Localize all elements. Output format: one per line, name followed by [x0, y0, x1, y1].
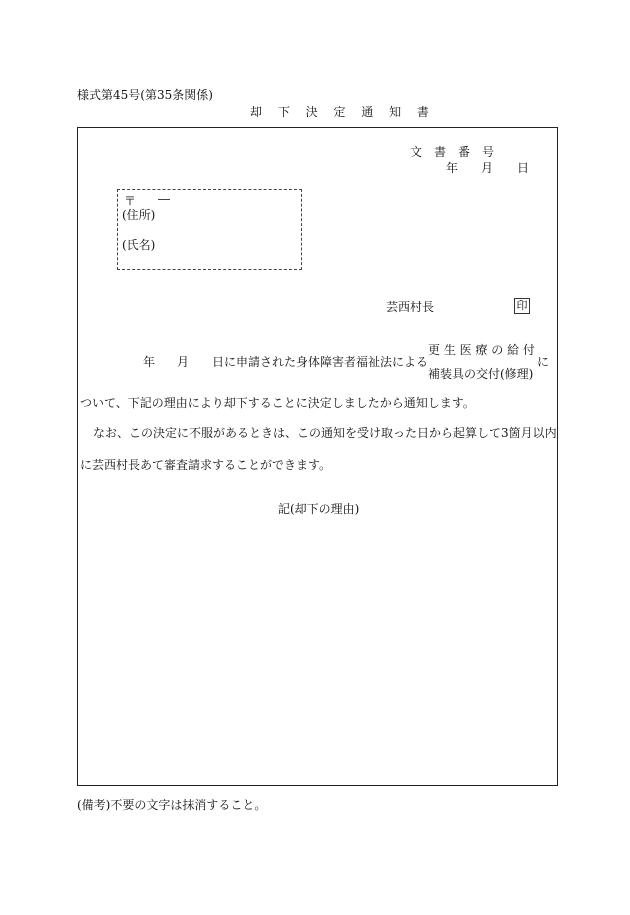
date-year: 年 — [446, 161, 459, 175]
note: (備考)不要の文字は抹消すること。 — [77, 798, 267, 812]
postal-mark: 〒 — [124, 194, 137, 208]
address-box — [117, 189, 302, 270]
option-prosthesis: 補装具の交付(修理) — [428, 367, 534, 381]
body-line-3: なお、この決定に不服があるときは、この通知を受け取った日から起算して3箇月以内 — [93, 426, 557, 440]
body-line-4: に芸西村長あて審査請求することができます。 — [80, 458, 332, 472]
reason-heading: 記(却下の理由) — [278, 502, 360, 516]
postal-dash: ― — [158, 192, 170, 206]
body-year: 年 — [143, 355, 156, 369]
name-label: (氏名) — [122, 238, 156, 252]
issuer-name: 芸西村長 — [386, 300, 435, 314]
body-ni: に — [537, 355, 550, 369]
option-medical-benefit: 更 生 医 療 の 給 付 — [428, 343, 535, 357]
body-line-2: ついて、下記の理由により却下することに決定しましたから通知します。 — [80, 396, 475, 410]
date-month: 月 — [481, 161, 494, 175]
form-number: 様式第45号(第35条関係) — [77, 88, 213, 102]
document-number-label: 文 書 番 号 — [410, 145, 495, 159]
body-day-text: 日に申請された身体障害者福祉法による — [212, 355, 429, 369]
seal-mark: 印 — [514, 298, 530, 314]
document-title: 却 下 決 定 通 知 書 — [250, 105, 435, 119]
date-day: 日 — [517, 161, 530, 175]
body-month: 月 — [177, 355, 190, 369]
address-label: (住所) — [122, 208, 156, 222]
